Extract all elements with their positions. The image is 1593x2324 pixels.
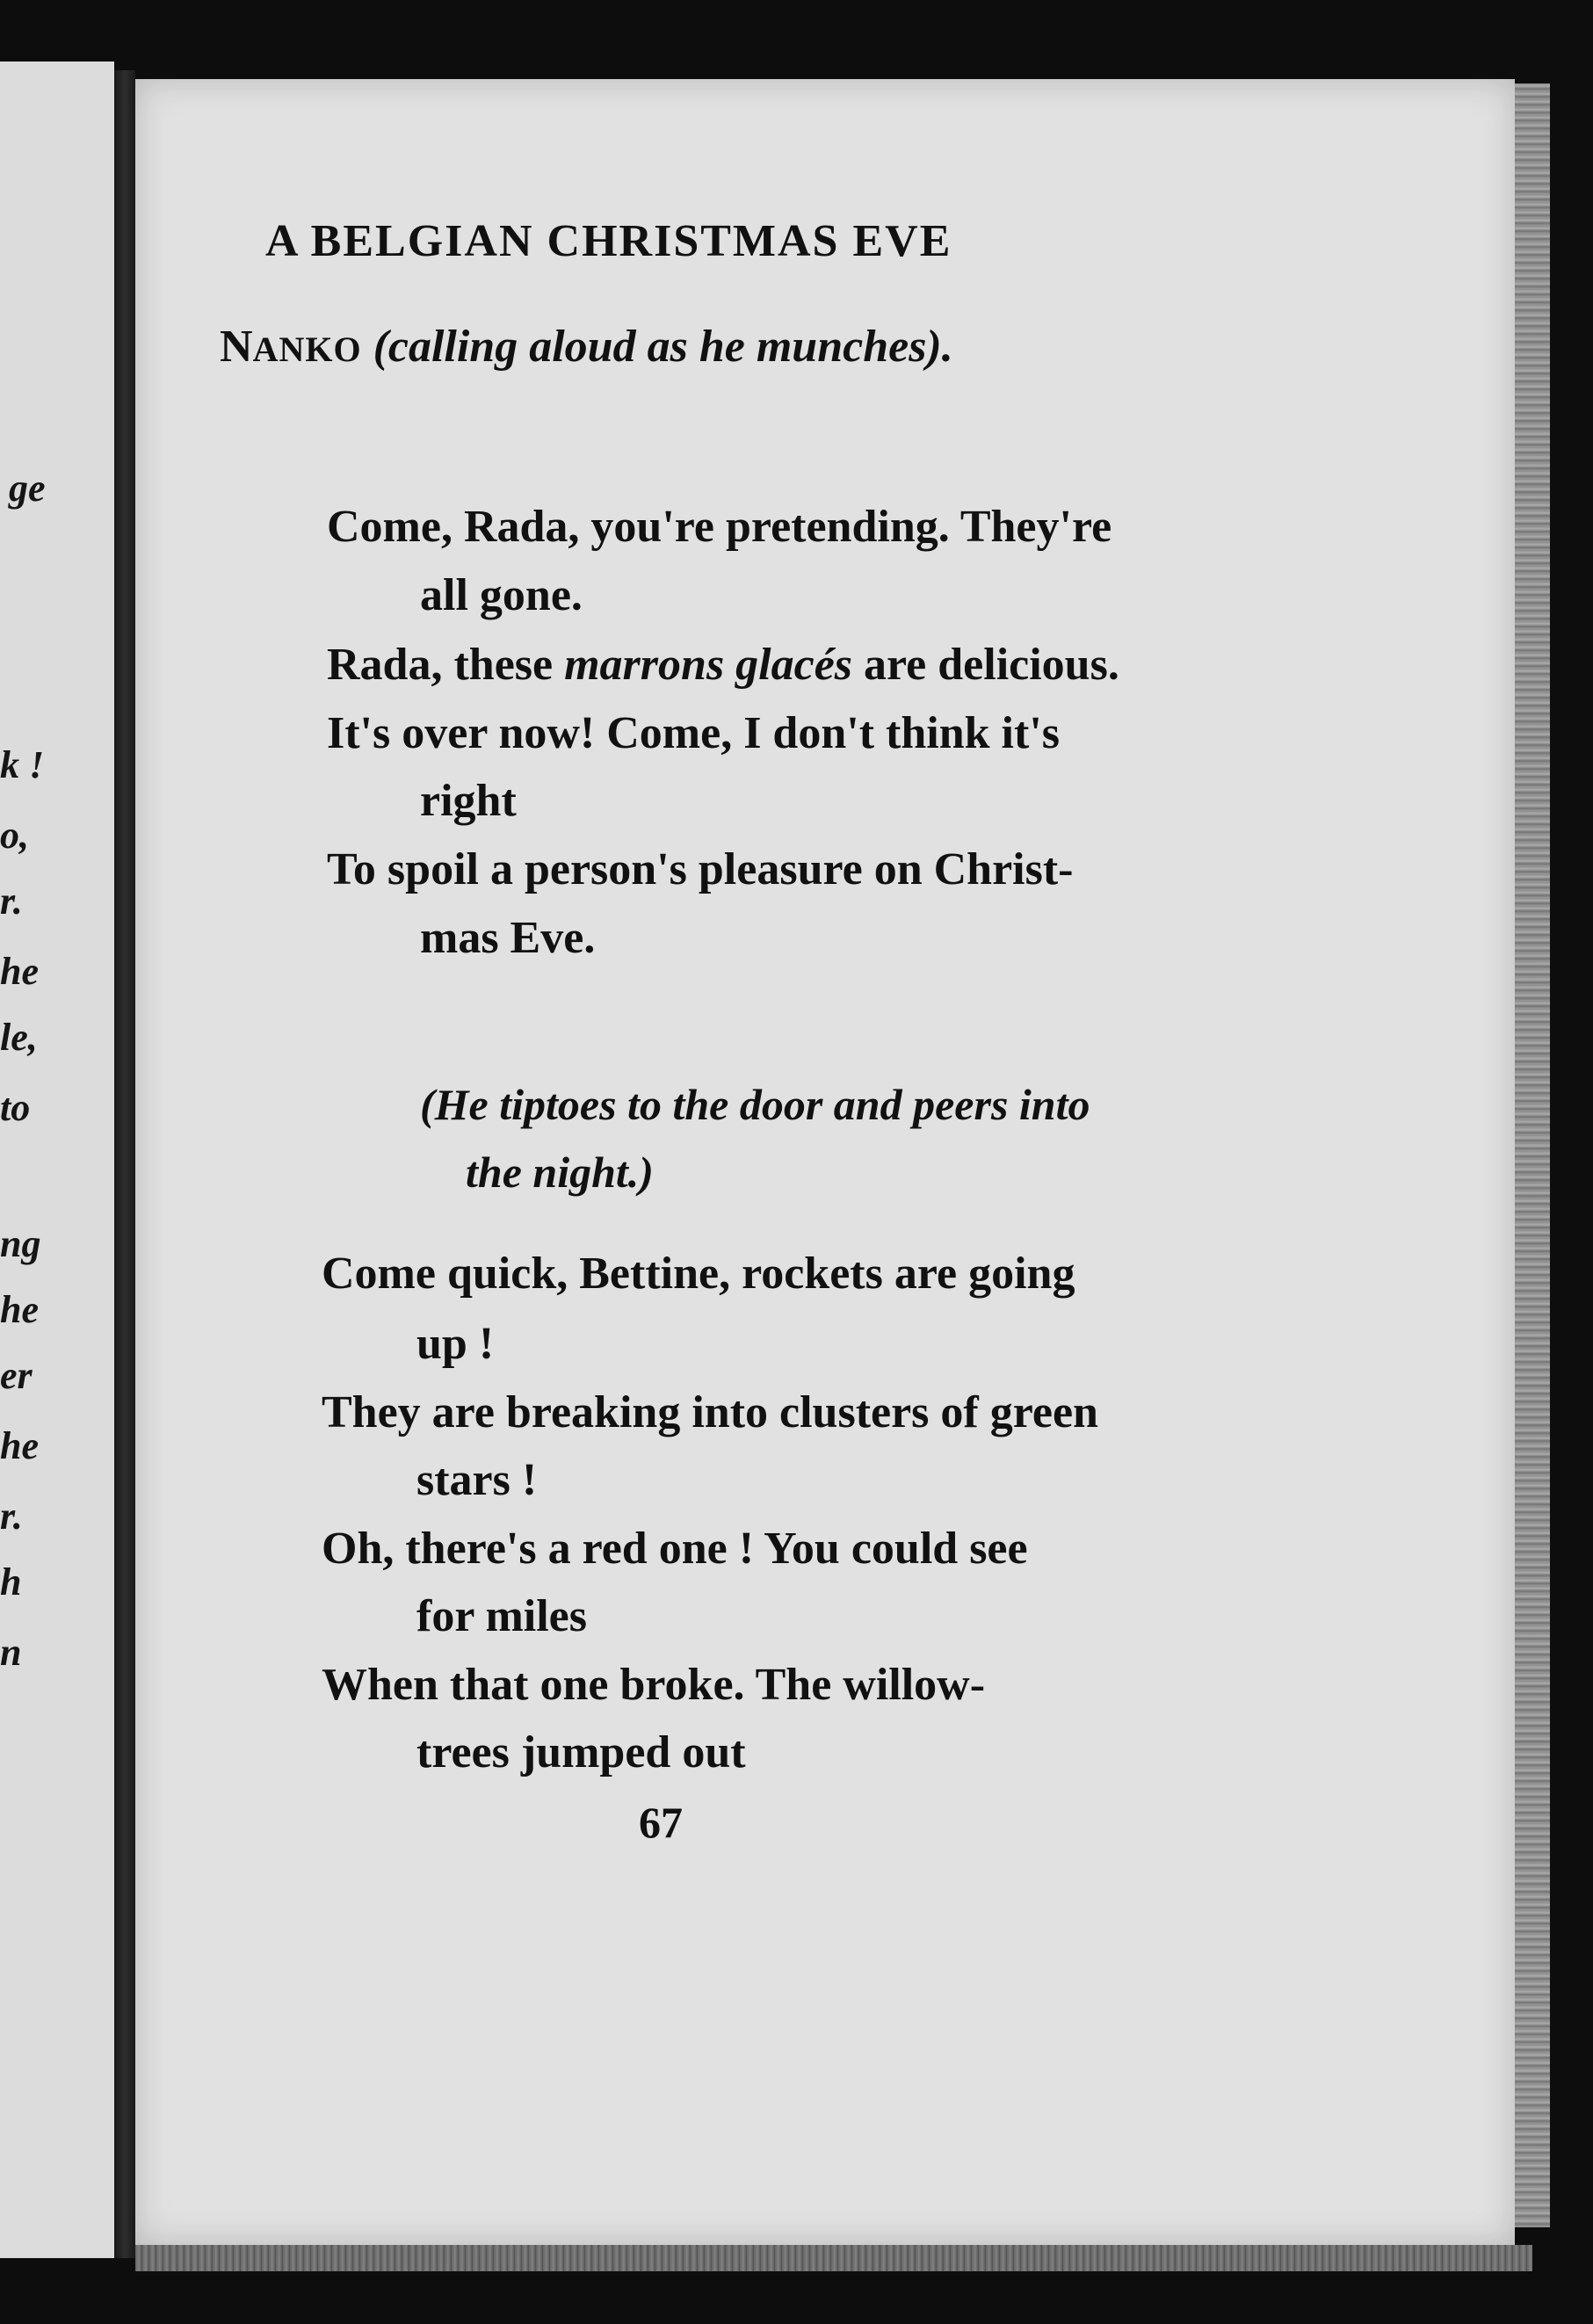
verse-line-continuation: for miles bbox=[416, 1591, 587, 1641]
verse-line-continuation: up ! bbox=[416, 1319, 495, 1369]
page-number: 67 bbox=[639, 1798, 683, 1847]
facing-page-fragment: h bbox=[0, 1560, 22, 1604]
speaker-direction: (calling aloud as he munches). bbox=[373, 322, 953, 372]
verse-line-continuation: stars ! bbox=[416, 1455, 538, 1505]
verse-line: They are breaking into clusters of green bbox=[322, 1387, 1098, 1437]
facing-page-fragment: r. bbox=[0, 1495, 23, 1538]
stage-direction-line: the night.) bbox=[466, 1148, 654, 1197]
verse-text: Rada, these bbox=[327, 640, 565, 690]
page-edge bbox=[1515, 83, 1550, 2227]
page-bottom-edge bbox=[135, 2245, 1532, 2271]
facing-page-fragment: he bbox=[0, 950, 39, 993]
verse-line bbox=[327, 639, 1119, 691]
facing-page-fragment: n bbox=[0, 1631, 22, 1674]
speaker-heading bbox=[220, 321, 953, 373]
facing-page-fragment: to bbox=[0, 1086, 31, 1129]
verse-line-continuation: trees jumped out bbox=[416, 1727, 746, 1777]
book-page bbox=[135, 79, 1515, 2245]
verse-line-continuation: mas Eve. bbox=[420, 913, 596, 963]
verse-line: When that one broke. The willow- bbox=[322, 1660, 986, 1710]
verse-line: Oh, there's a red one ! You could see bbox=[322, 1524, 1028, 1574]
verse-italic-text: marrons glacés bbox=[564, 640, 853, 690]
facing-page-fragment: k ! bbox=[0, 743, 45, 786]
facing-page-fragment: le, bbox=[0, 1016, 38, 1059]
speaker-name-initial: N bbox=[220, 322, 253, 372]
speaker-name-rest: ANKO bbox=[252, 329, 362, 369]
facing-page bbox=[0, 62, 114, 2258]
stage-direction-line: (He tiptoes to the door and peers into bbox=[420, 1080, 1090, 1129]
verse-line-continuation: all gone. bbox=[420, 570, 583, 620]
facing-page-fragment: r. bbox=[0, 880, 23, 923]
verse-line: Come, Rada, you're pretending. They're bbox=[327, 502, 1112, 552]
facing-page-fragment: o, bbox=[0, 814, 29, 857]
book-gutter bbox=[114, 70, 135, 2258]
facing-page-fragment: he bbox=[0, 1424, 39, 1467]
verse-line: Come quick, Bettine, rockets are going bbox=[322, 1249, 1075, 1299]
verse-text: are delicious. bbox=[852, 640, 1119, 690]
running-head: A BELGIAN CHRISTMAS EVE bbox=[265, 216, 952, 266]
facing-page-fragment: ng bbox=[0, 1222, 41, 1265]
facing-page-fragment: er bbox=[0, 1354, 33, 1397]
facing-page-fragment: ge bbox=[9, 467, 46, 510]
facing-page-fragment: he bbox=[0, 1288, 39, 1331]
verse-line: It's over now! Come, I don't think it's bbox=[327, 708, 1061, 758]
verse-line-continuation: right bbox=[420, 776, 517, 826]
verse-line: To spoil a person's pleasure on Christ- bbox=[327, 844, 1074, 894]
